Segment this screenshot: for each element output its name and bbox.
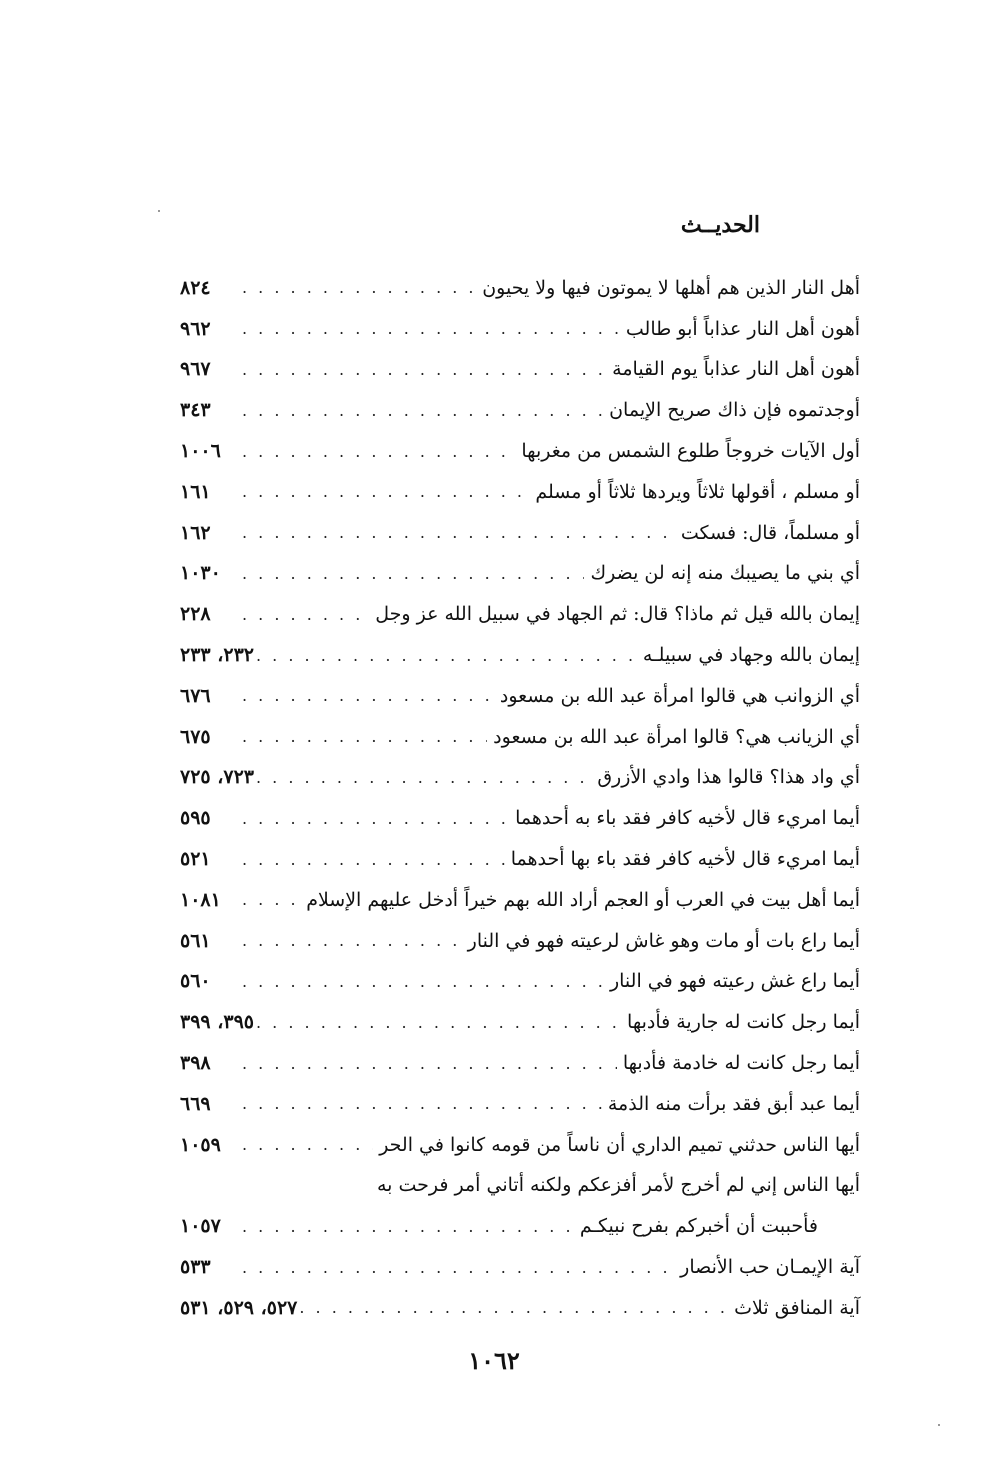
leader-dots [242,566,584,582]
scan-speck [158,210,160,212]
entry-pages: ٥٦٠ [180,970,211,993]
index-entry [180,1166,860,1207]
index-entry [180,758,860,799]
entry-text: أو مسلماً، قال: فسكت [680,521,860,544]
entry-pages: ٨٢٤ [180,276,211,299]
leader-dots [242,729,487,745]
leader-dots [242,321,620,337]
entry-text: آية الإيمـان حب الأنصار [680,1256,860,1279]
leader-dots [242,607,369,623]
index-entry [180,268,860,309]
leader-dots [242,852,505,868]
index-entry [180,472,860,513]
scan-speck [938,1424,940,1426]
entry-text: فأحببت أن أخبركم بفرح نبيكـم [579,1215,818,1238]
entry-pages: ٦٧٥ [180,725,211,748]
entry-pages: ٥٣٣ [180,1256,211,1279]
entry-text: أهون أهل النار عذاباً أبو طالب [625,317,860,340]
index-entry [180,921,860,962]
leader-dots [242,484,529,500]
leader-dots [242,403,603,419]
entry-pages: ٣٩٥، ٣٩٩ [180,1011,254,1034]
leader-dots [242,688,494,704]
entry-text: أيما أهل بيت في العرب أو العجم أراد الله بهم خيراً أدخل عليهم الإسلام [306,888,860,911]
leader-dots [242,1219,574,1235]
index-entry [180,431,860,472]
entry-pages: ٦٦٩ [180,1092,211,1115]
index-entry [180,1247,860,1288]
leader-dots [242,1096,602,1112]
page-number: ١٠٦٢ [468,1346,520,1375]
entry-pages: ٣٤٣ [180,399,211,422]
index-entry [180,717,860,758]
index-entry [180,350,860,391]
entry-pages: ١٦٢ [180,521,211,544]
entry-text: أيما رجل كانت له خادمة فأدبها [622,1052,860,1075]
entry-text: إيمان بالله وجهاد في سبيلـه [642,644,860,667]
index-entry [180,1043,860,1084]
entry-text: أي الزيانب هي؟ قالوا امرأة عبد الله بن مسعود [493,725,860,748]
leader-dots [242,1260,674,1276]
entry-text: أيما امريء قال لأخيه كافر فقد باء بها أحدهما [510,848,860,871]
index-entry-continuation [180,1206,860,1247]
entry-pages: ١٠٥٧ [180,1215,221,1238]
entry-pages: ٦٧٦ [180,684,211,707]
entry-text: أيها الناس إني لم أخرج لأمر أفزعكم ولكنه أتاني أمر فرحت به [377,1174,860,1197]
index-entry [180,880,860,921]
index-entry [180,1084,860,1125]
leader-dots [256,648,637,664]
entry-text: أي الزوانب هي قالوا امرأة عبد الله بن مسعود [499,684,860,707]
entry-text: أيما عبد أبق فقد برأت منه الذمة [607,1092,860,1115]
entry-pages: ١٠٣٠ [180,562,221,585]
index-entry [180,309,860,350]
section-title: الحديــث [680,212,760,238]
leader-dots [242,974,604,990]
index-entry [180,676,860,717]
leader-dots [242,1056,617,1072]
leader-dots [256,1015,621,1031]
hadith-index-list [180,268,860,1329]
index-entry [180,1288,860,1329]
entry-text: أهل النار الذين هم أهلها لا يموتون فيها ولا يحيون [482,276,860,299]
index-entry [180,594,860,635]
entry-text: أول الآيات خروجاً طلوع الشمس من مغربها [521,440,860,463]
entry-pages: ١٠٥٩ [180,1133,221,1156]
entry-text: أيما امريء قال لأخيه كافر فقد باء به أحدهما [515,807,860,830]
leader-dots [242,444,515,460]
entry-text: أيما راع بات أو مات وهو غاش لرعيته فهو في النار [467,929,860,952]
entry-text: أيما رجل كانت له جارية فأدبها [627,1011,860,1034]
leader-dots [242,280,476,296]
entry-pages: ٥٦١ [180,929,211,952]
index-entry [180,390,860,431]
index-entry [180,962,860,1003]
entry-text: آية المنافق ثلاث [734,1296,860,1319]
leader-dots [242,892,300,908]
entry-text: إيمان بالله قيل ثم ماذا؟ قال: ثم الجهاد في سبيل الله عز وجل [375,603,860,626]
entry-text: أي بني ما يصيبك منه إنه لن يضرك [590,562,860,585]
index-entry [180,554,860,595]
index-entry [180,635,860,676]
entry-text: أو مسلم ، أقولها ثلاثاً ويردها ثلاثاً أو مسلم [535,480,860,503]
entry-pages: ٩٦٢ [180,317,211,340]
entry-pages: ٥٩٥ [180,807,211,830]
index-entry [180,839,860,880]
entry-pages: ٥٢٧، ٥٢٩، ٥٣١ [180,1296,298,1319]
index-entry [180,798,860,839]
leader-dots [242,811,509,827]
leader-dots [242,933,462,949]
entry-text: أهون أهل النار عذاباً يوم القيامة [612,358,860,381]
entry-pages: ١٠٠٦ [180,440,221,463]
index-entry [180,513,860,554]
leader-dots [242,1137,373,1153]
leader-dots [242,362,606,378]
entry-pages: ٣٩٨ [180,1052,211,1075]
entry-pages: ٧٢٣، ٧٢٥ [180,766,254,789]
entry-text: أيها الناس حدثني تميم الداري أن ناساً من قومه كانوا في الحر [379,1133,860,1156]
entry-text: أوجدتموه فإن ذاك صريح الإيمان [609,399,860,422]
leader-dots [242,525,675,541]
entry-pages: ٢٣٢، ٢٣٣ [180,644,254,667]
index-entry [180,1125,860,1166]
leader-dots [299,1300,728,1316]
entry-pages: ١٠٨١ [180,888,221,911]
entry-pages: ٩٦٧ [180,358,211,381]
entry-pages: ٥٢١ [180,848,211,871]
leader-dots [256,770,591,786]
entry-text: أيما راع غش رعيته فهو في النار [609,970,860,993]
index-entry [180,1002,860,1043]
entry-pages: ٢٢٨ [180,603,211,626]
entry-pages: ١٦١ [180,480,211,503]
entry-text: أي واد هذا؟ قالوا هذا وادي الأزرق [597,766,860,789]
